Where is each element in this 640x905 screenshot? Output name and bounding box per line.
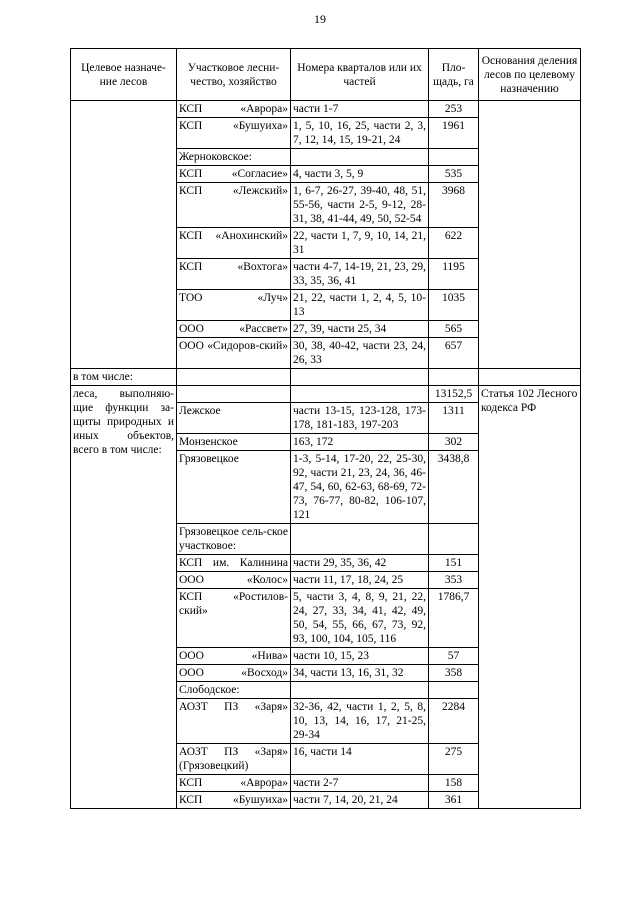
area-cell: 1035 [429, 290, 479, 321]
quarters-cell: 1, 5, 10, 16, 25, части 2, 3, 7, 12, 14, 15, 19-21, 24 [291, 118, 429, 149]
header-purpose: Целевое назначе-ние лесов [71, 49, 177, 101]
district-cell: КСП «Лежский» [177, 183, 291, 228]
group-quarters-blank [291, 386, 429, 403]
quarters-cell: 21, 22, части 1, 2, 4, 5, 10-13 [291, 290, 429, 321]
subtotal-row [71, 369, 581, 386]
district-cell: АОЗТ ПЗ «Заря» [177, 699, 291, 744]
area-cell: 565 [429, 321, 479, 338]
subtotal-label: в том числе: [71, 369, 177, 386]
quarters-cell: части 29, 35, 36, 42 [291, 555, 429, 572]
header-district: Участковое лесни-чество, хозяйство [177, 49, 291, 101]
district-cell: Грязовецкое сель-ское участковое: [177, 524, 291, 555]
area-cell: 1311 [429, 403, 479, 434]
area-cell: 1195 [429, 259, 479, 290]
quarters-cell: части 10, 15, 23 [291, 648, 429, 665]
table-row [71, 101, 581, 118]
district-cell: КСП «Вохтога» [177, 259, 291, 290]
district-cell: КСП «Бушуиха» [177, 792, 291, 809]
quarters-cell: части 4-7, 14-19, 21, 23, 29, 33, 35, 36, 41 [291, 259, 429, 290]
quarters-cell: 163, 172 [291, 434, 429, 451]
area-cell: 535 [429, 166, 479, 183]
quarters-cell: части 13-15, 123-128, 173-178, 181-183, 197-203 [291, 403, 429, 434]
area-cell: 657 [429, 338, 479, 369]
district-cell: КСП «Согласие» [177, 166, 291, 183]
quarters-cell: 30, 38, 40-42, части 23, 24, 26, 33 [291, 338, 429, 369]
area-cell [429, 524, 479, 555]
area-cell: 622 [429, 228, 479, 259]
group-total-row [71, 386, 581, 403]
quarters-cell: 22, части 1, 7, 9, 10, 14, 21, 31 [291, 228, 429, 259]
district-cell: КСП «Ростилов-ский» [177, 589, 291, 648]
area-cell: 2284 [429, 699, 479, 744]
area-cell: 1786,7 [429, 589, 479, 648]
quarters-cell: части 1-7 [291, 101, 429, 118]
area-cell: 3968 [429, 183, 479, 228]
quarters-cell: 1-3, 5-14, 17-20, 22, 25-30, 92, части 21, 23, 24, 36, 46-47, 54, 60, 62-63, 68-69, 72-73, 76-77, 80-82, 106-107, 121 [291, 451, 429, 524]
quarters-cell: 27, 39, части 25, 34 [291, 321, 429, 338]
district-cell: ООО «Рассвет» [177, 321, 291, 338]
area-cell: 253 [429, 101, 479, 118]
purpose-cell-blank [71, 101, 177, 369]
district-cell: Слободское: [177, 682, 291, 699]
district-cell: Грязовецкое [177, 451, 291, 524]
district-cell: КСП «Анохинский» [177, 228, 291, 259]
district-cell: Жерноковское: [177, 149, 291, 166]
quarters-cell: 5, части 3, 4, 8, 9, 21, 22, 24, 27, 33, 34, 41, 42, 49, 50, 54, 55, 66, 67, 73, 92, 93, 100, 104, 105, 116 [291, 589, 429, 648]
area-cell [429, 682, 479, 699]
area-cell: 151 [429, 555, 479, 572]
area-cell: 1961 [429, 118, 479, 149]
district-cell: КСП «Аврора» [177, 775, 291, 792]
forest-purpose-table [70, 48, 581, 809]
quarters-cell: 4, части 3, 5, 9 [291, 166, 429, 183]
district-cell: ООО «Нива» [177, 648, 291, 665]
area-cell [429, 149, 479, 166]
area-cell: 158 [429, 775, 479, 792]
district-cell: ООО «Сидоров-ский» [177, 338, 291, 369]
quarters-cell: части 2-7 [291, 775, 429, 792]
quarters-cell: части 11, 17, 18, 24, 25 [291, 572, 429, 589]
district-cell: АОЗТ ПЗ «Заря» (Грязовецкий) [177, 744, 291, 775]
quarters-cell: 34, части 13, 16, 31, 32 [291, 665, 429, 682]
district-cell: ООО «Восход» [177, 665, 291, 682]
quarters-cell: 1, 6-7, 26-27, 39-40, 48, 51, 55-56, части 2-5, 9-12, 28-31, 38, 41-44, 49, 50, 52-54 [291, 183, 429, 228]
district-cell: Монзенское [177, 434, 291, 451]
district-cell: Лежское [177, 403, 291, 434]
district-cell: ТОО «Луч» [177, 290, 291, 321]
area-cell: 275 [429, 744, 479, 775]
basis-cell-blank [479, 101, 581, 369]
quarters-cell [291, 524, 429, 555]
area-cell: 57 [429, 648, 479, 665]
area-cell: 353 [429, 572, 479, 589]
header-area: Пло-щадь, га [429, 49, 479, 101]
group-district-blank [177, 386, 291, 403]
group-basis: Статья 102 Лесного кодекса РФ [479, 386, 581, 809]
district-cell: КСП «Аврора» [177, 101, 291, 118]
quarters-cell: 32-36, 42, части 1, 2, 5, 8, 10, 13, 14, 16, 17, 21-25, 29-34 [291, 699, 429, 744]
group-total-area: 13152,5 [429, 386, 479, 403]
area-cell: 302 [429, 434, 479, 451]
table-header-row [71, 49, 581, 101]
district-cell: ООО «Колос» [177, 572, 291, 589]
area-cell: 358 [429, 665, 479, 682]
area-cell: 361 [429, 792, 479, 809]
page-number: 19 [314, 12, 326, 26]
header-quarters: Номера кварталов или их частей [291, 49, 429, 101]
header-basis: Основания деления лесов по целевому назначению [479, 49, 581, 101]
quarters-cell: части 7, 14, 20, 21, 24 [291, 792, 429, 809]
quarters-cell [291, 682, 429, 699]
area-cell: 3438,8 [429, 451, 479, 524]
district-cell: КСП «Бушуиха» [177, 118, 291, 149]
quarters-cell [291, 149, 429, 166]
quarters-cell: 16, части 14 [291, 744, 429, 775]
group-purpose: леса, выполняю-щие функции за-щиты природных и иных объектов, всего в том числе: [71, 386, 177, 809]
district-cell: КСП им. Калинина [177, 555, 291, 572]
